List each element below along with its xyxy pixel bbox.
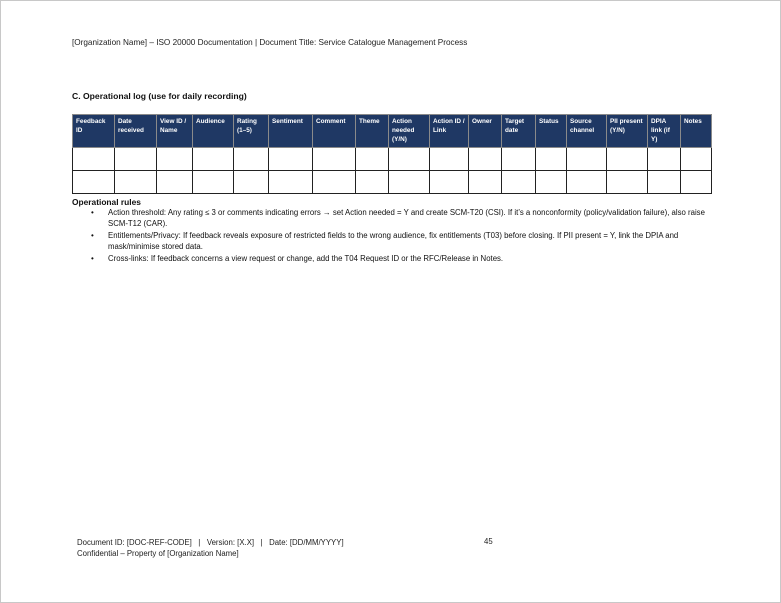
table-cell[interactable]	[269, 148, 313, 171]
footer-doc-info: Document ID: [DOC-REF-CODE] | Version: [X.X] | Date: [DD/MM/YYYY]	[77, 538, 344, 547]
table-cell[interactable]	[313, 148, 356, 171]
col-action-needed: Action needed (Y/N)	[389, 115, 430, 148]
table-cell[interactable]	[607, 171, 648, 194]
page-header: [Organization Name] – ISO 20000 Documentation | Document Title: Service Catalogue Management Process	[72, 38, 468, 47]
table-cell[interactable]	[115, 148, 157, 171]
operational-log-table	[72, 114, 712, 194]
table-row	[73, 148, 712, 171]
table-cell[interactable]	[389, 171, 430, 194]
table-cell[interactable]	[73, 171, 115, 194]
table-cell[interactable]	[115, 171, 157, 194]
table-cell[interactable]	[567, 148, 607, 171]
col-pii-present: PII present (Y/N)	[607, 115, 648, 148]
rule-text: Entitlements/Privacy: If feedback reveals exposure of restricted fields to the wrong audience, fix entitlements (T03) before closing. If PII present = Y, link the DPIA and mask/minimise stored data.	[108, 231, 679, 251]
col-source-channel: Source channel	[567, 115, 607, 148]
col-date-received: Date received	[115, 115, 157, 148]
col-comment: Comment	[313, 115, 356, 148]
col-owner: Owner	[469, 115, 502, 148]
table-cell[interactable]	[502, 171, 536, 194]
table-cell[interactable]	[73, 148, 115, 171]
table-cell[interactable]	[157, 148, 193, 171]
table-cell[interactable]	[430, 171, 469, 194]
table-row	[73, 171, 712, 194]
table-header-row	[73, 115, 712, 148]
table-cell[interactable]	[313, 171, 356, 194]
table-cell[interactable]	[648, 148, 681, 171]
list-item	[91, 208, 706, 229]
bullet-icon: •	[91, 254, 94, 263]
col-status: Status	[536, 115, 567, 148]
col-feedback-id: Feedback ID	[73, 115, 115, 148]
table-cell[interactable]	[356, 148, 389, 171]
table-cell[interactable]	[536, 148, 567, 171]
table-cell[interactable]	[193, 171, 234, 194]
footer-confidential: Confidential – Property of [Organization Name]	[77, 549, 239, 558]
rule-text: Cross-links: If feedback concerns a view request or change, add the T04 Request ID or the RFC/Release in Notes.	[108, 254, 504, 263]
page-number: 45	[484, 537, 493, 546]
table-cell[interactable]	[607, 148, 648, 171]
list-item	[91, 254, 706, 265]
table-cell[interactable]	[430, 148, 469, 171]
rule-text: Action threshold: Any rating ≤ 3 or comments indicating errors → set Action needed = Y and create SCM-T20 (CSI). If it’s a nonconformity (policy/validation failure), also raise SCM-T12 (CAR).	[108, 208, 705, 228]
table-cell[interactable]	[681, 171, 712, 194]
table-cell[interactable]	[193, 148, 234, 171]
col-audience: Audience	[193, 115, 234, 148]
table-cell[interactable]	[157, 171, 193, 194]
table-cell[interactable]	[234, 148, 269, 171]
bullet-icon: •	[91, 231, 94, 240]
table-cell[interactable]	[389, 148, 430, 171]
col-sentiment: Sentiment	[269, 115, 313, 148]
table-cell[interactable]	[567, 171, 607, 194]
table-cell[interactable]	[356, 171, 389, 194]
section-title: C. Operational log (use for daily recording)	[72, 91, 247, 101]
list-item	[91, 231, 706, 252]
table-cell[interactable]	[269, 171, 313, 194]
page-footer	[77, 537, 344, 559]
table-cell[interactable]	[469, 171, 502, 194]
table-cell[interactable]	[469, 148, 502, 171]
col-view-id-name: View ID / Name	[157, 115, 193, 148]
table-cell[interactable]	[681, 148, 712, 171]
table-cell[interactable]	[648, 171, 681, 194]
col-action-id-link: Action ID / Link	[430, 115, 469, 148]
col-theme: Theme	[356, 115, 389, 148]
table-cell[interactable]	[234, 171, 269, 194]
col-dpia-link: DPIA link (if Y)	[648, 115, 681, 148]
rules-title: Operational rules	[72, 197, 141, 207]
table-cell[interactable]	[502, 148, 536, 171]
table-cell[interactable]	[536, 171, 567, 194]
col-notes: Notes	[681, 115, 712, 148]
rules-list	[91, 208, 706, 267]
col-rating: Rating (1–5)	[234, 115, 269, 148]
col-target-date: Target date	[502, 115, 536, 148]
bullet-icon: •	[91, 208, 94, 217]
